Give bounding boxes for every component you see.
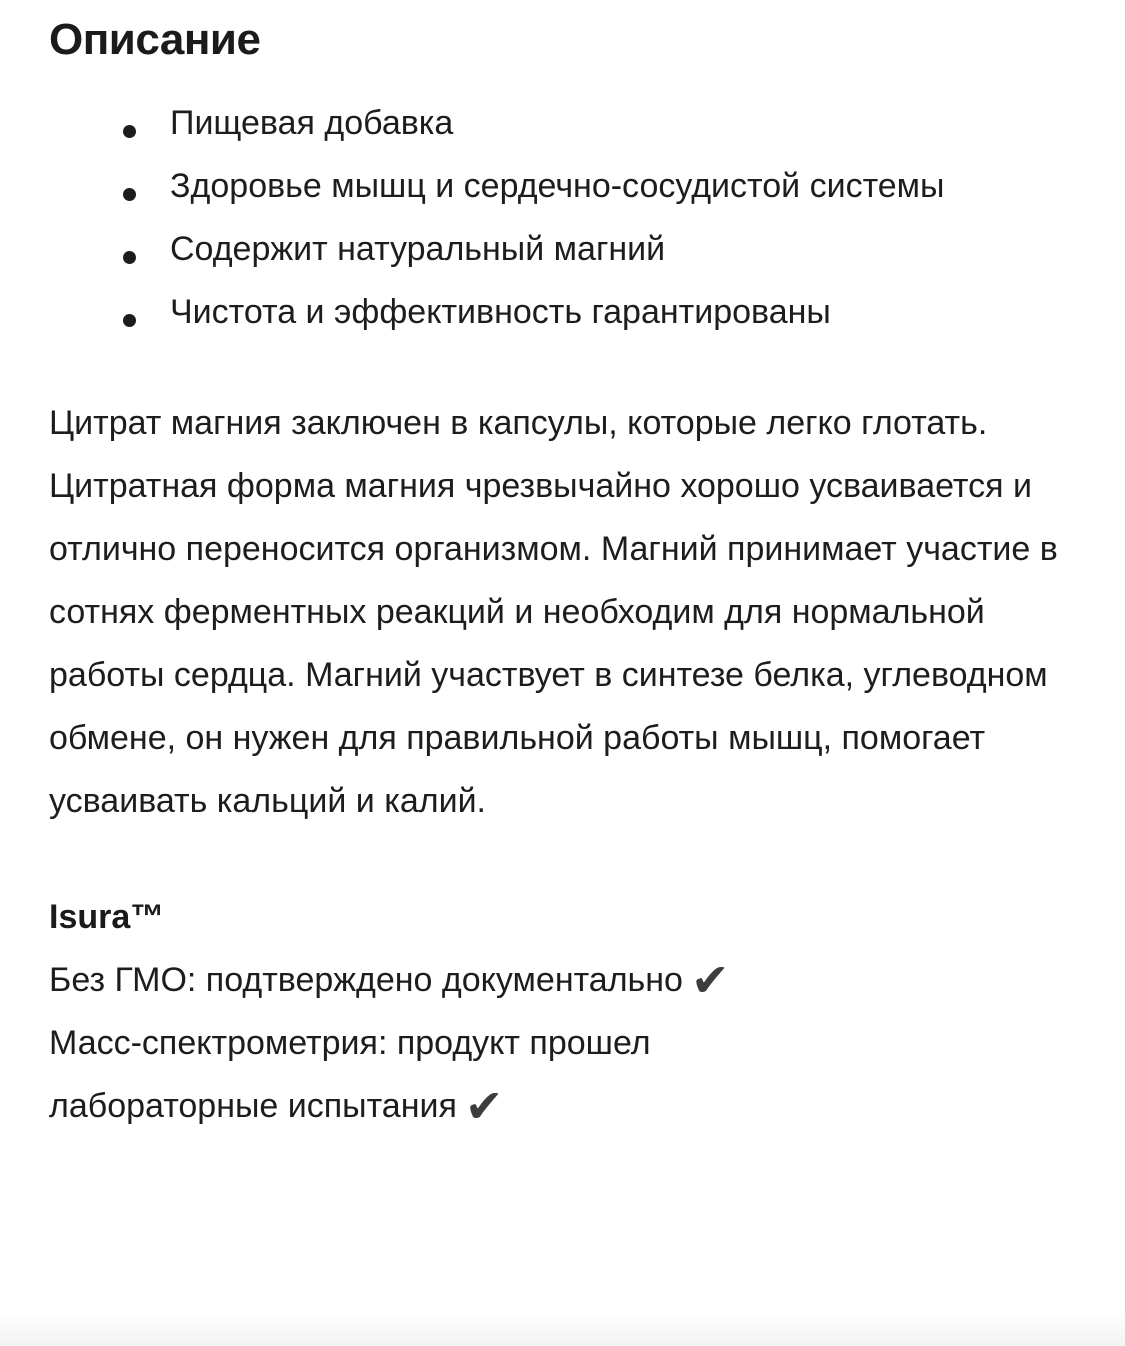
check-icon: ✔ [690,953,730,1007]
next-section-divider [0,1312,1125,1346]
bullet-item-label: Пищевая добавка [170,104,454,142]
isura-brand: Isura™ [49,898,165,936]
bullet-dot-icon [123,188,136,201]
check-icon: ✔ [464,1079,504,1133]
bullet-dot-icon [123,251,136,264]
isura-block [49,886,889,1138]
bullet-item [49,281,979,344]
bullet-dot-icon [123,125,136,138]
bullet-item-label: Здоровье мышц и сердечно-сосудистой системы [170,167,945,205]
bullet-item [49,155,979,218]
bullet-item-label: Содержит натуральный магний [170,230,666,268]
isura-claim: Масс-спектрометрия: продукт прошел лабораторные испытания [49,1024,651,1125]
bullet-item [49,92,979,155]
description-section [0,14,1125,1138]
isura-claim: Без ГМО: подтверждено документально [49,961,683,999]
feature-bullet-list [49,92,979,344]
description-paragraph: Цитрат магния заключен в капсулы, которые легко глотать. Цитратная форма магния чрезвычайно хорошо усваивается и отлично переносится организмом. Магний принимает участие в сотнях ферментных реакций и необходим для нормальной работы сердца. Магний участвует в синтезе белка, углеводном обмене, он нужен для правильной работы мышц, помогает усваивать кальций и калий. [49,404,1058,820]
section-title: Описание [49,15,261,64]
bullet-dot-icon [123,314,136,327]
bullet-item [49,218,979,281]
bullet-item-label: Чистота и эффективность гарантированы [170,293,831,331]
